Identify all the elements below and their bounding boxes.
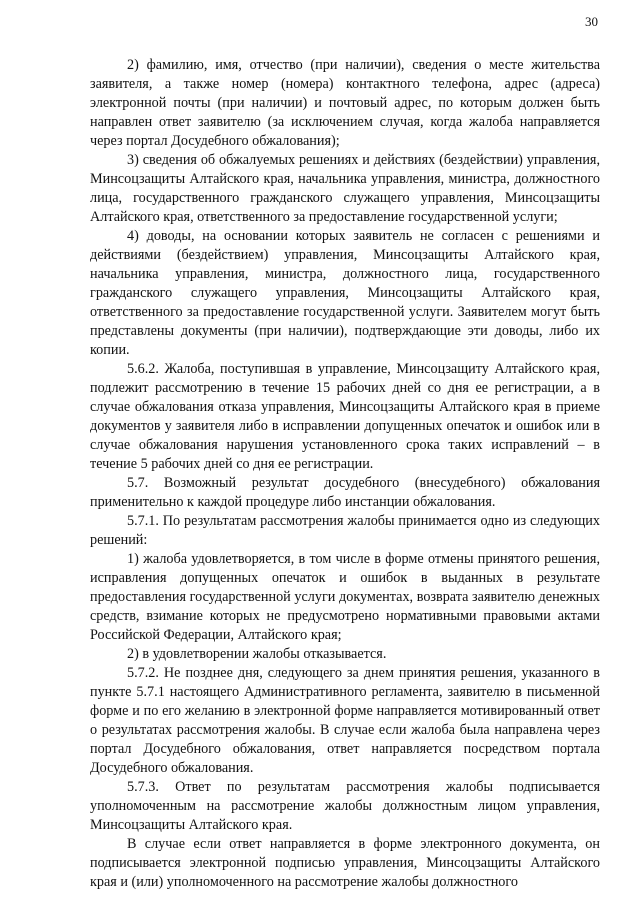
paragraph-complaint-rejected: 2) в удовлетворении жалобы отказывается. bbox=[127, 646, 387, 662]
paragraph-electronic-response: В случае если ответ направляется в форме электронного документа, он подписывается электронной подписью управления, Минсоцзащиты Алтайского края и (или) уполномоченного на рассмотрение жалобы должностного bbox=[90, 836, 600, 890]
paragraph-5-7-3: 5.7.3. Ответ по результатам рассмотрения жалобы подписывается уполномоченным на рассмотрение жалобы должностным лицом управления, Минсоцзащиты Алтайского края. bbox=[90, 779, 600, 833]
paragraph-appealed-decisions: 3) сведения об обжалуемых решениях и действиях (бездействии) управления, Минсоцзащиты Алтайского края, начальника управления, министра, должностного лица, государственного гражданского служащего управления, Минсоцзащиты Алтайского края, ответственного за предоставление государственной услуги; bbox=[90, 152, 600, 225]
paragraph-complaint-satisfied: 1) жалоба удовлетворяется, в том числе в форме отмены принятого решения, исправления допущенных опечаток и ошибок в выданных в результате предоставления государственной услуги документах, возврата заявителю денежных средств, взимание которых не предусмотрено нормативными правовыми актами Российской Федерации, Алтайского края; bbox=[90, 551, 600, 643]
document-body bbox=[90, 56, 600, 892]
paragraph-5-7: 5.7. Возможный результат досудебного (внесудебного) обжалования применительно к каждой процедуре либо инстанции обжалования. bbox=[90, 475, 600, 510]
page-number: 30 bbox=[585, 14, 598, 29]
paragraph-applicant-name-address: 2) фамилию, имя, отчество (при наличии), сведения о месте жительства заявителя, а также номер (номера) контактного телефона, адрес (адреса) электронной почты (при наличии) и почтовый адрес, по которым должен быть направлен ответ заявителю (за исключением случая, когда жалоба направляется через портал Досудебного обжалования); bbox=[90, 57, 600, 149]
paragraph-5-7-1: 5.7.1. По результатам рассмотрения жалобы принимается одно из следующих решений: bbox=[90, 513, 600, 548]
paragraph-5-6-2: 5.6.2. Жалоба, поступившая в управление, Минсоцзащиту Алтайского края, подлежит рассмотрению в течение 15 рабочих дней со дня ее регистрации, а в случае обжалования отказа управления, Минсоцзащиты Алтайского края в приеме документов у заявителя либо в исправлении допущенных опечаток и ошибок или в случае обжалования нарушения установленного срока таких исправлений – в течение 5 рабочих дней со дня ее регистрации. bbox=[90, 361, 600, 472]
paragraph-5-7-2: 5.7.2. Не позднее дня, следующего за днем принятия решения, указанного в пункте 5.7.1 настоящего Административного регламента, заявителю в письменной форме и по его желанию в электронной форме направляется мотивированный ответ о результатах рассмотрения жалобы. В случае если жалоба была направлена через портал Досудебного обжалования, ответ направляется посредством портала Досудебного обжалования. bbox=[90, 665, 600, 776]
paragraph-arguments: 4) доводы, на основании которых заявитель не согласен с решениями и действиями (бездействием) управления, Минсоцзащиты Алтайского края, начальника управления, министра, должностного лица, государственного гражданского служащего управления, Минсоцзащиты Алтайского края, ответственного за предоставление государственной услуги. Заявителем могут быть представлены документы (при наличии), подтверждающие эти доводы, либо их копии. bbox=[90, 228, 600, 358]
